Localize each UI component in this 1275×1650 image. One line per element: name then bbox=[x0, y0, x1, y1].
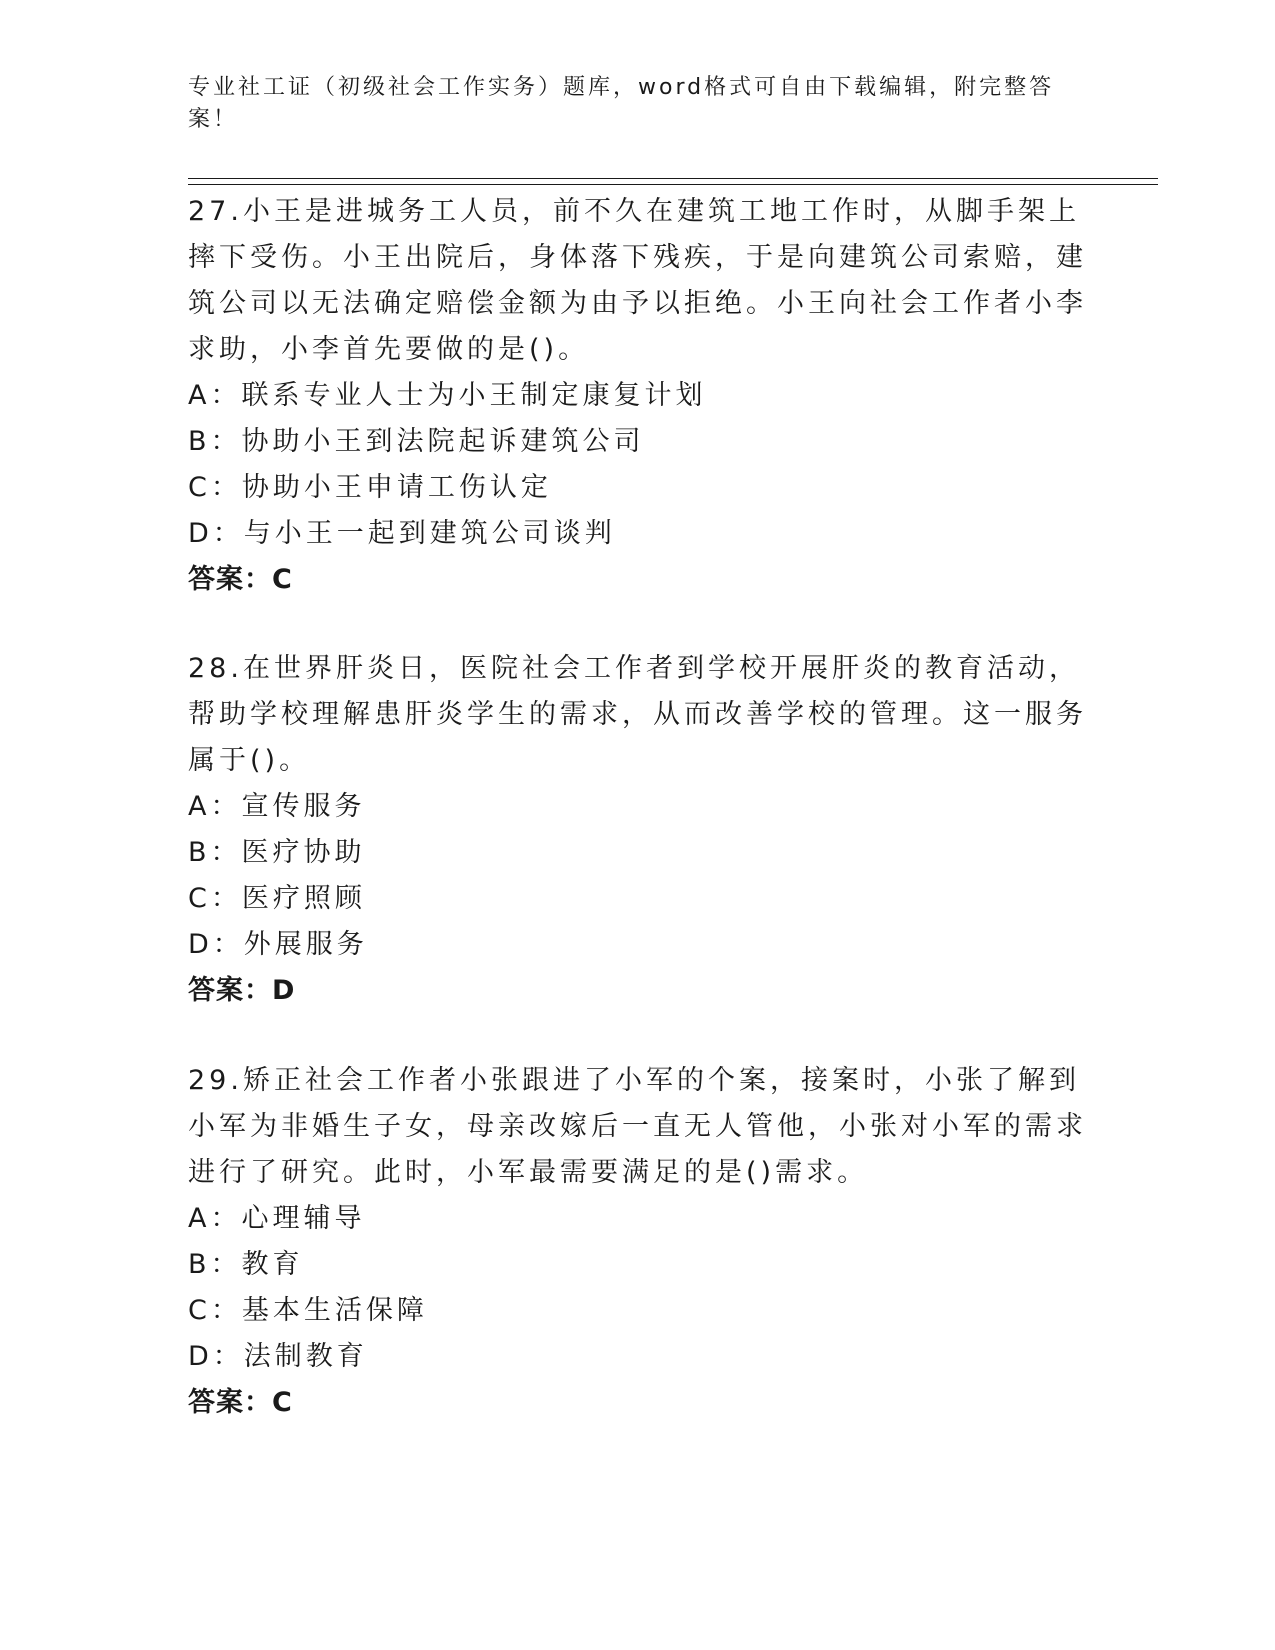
option-d: D：法制教育 bbox=[188, 1341, 368, 1372]
document-header: 专业社工证（初级社会工作实务）题库，word格式可自由下载编辑，附完整答案！ bbox=[188, 75, 1055, 132]
answer: 答案：D bbox=[188, 975, 296, 1006]
question-text: 27.小王是进城务工人员，前不久在建筑工地工作时，从脚手架上摔下受伤。小王出院后，身体落下残疾，于是向建筑公司索赔，建筑公司以无法确定赔偿金额为由予以拒绝。小王向社会工作者小李求助，小李首先要做的是()。 bbox=[188, 196, 1087, 365]
header-divider-top bbox=[188, 178, 1158, 179]
option-b: B：协助小王到法院起诉建筑公司 bbox=[188, 426, 645, 457]
option-c: C：医疗照顾 bbox=[188, 883, 366, 914]
option-d: D：外展服务 bbox=[188, 929, 368, 960]
option-b: B：教育 bbox=[188, 1249, 304, 1280]
option-d: D：与小王一起到建筑公司谈判 bbox=[188, 518, 616, 549]
question-28 bbox=[188, 646, 1088, 1014]
option-a: A：心理辅导 bbox=[188, 1203, 366, 1234]
option-b: B：医疗协助 bbox=[188, 837, 366, 868]
question-27 bbox=[188, 189, 1088, 603]
answer: 答案：C bbox=[188, 564, 293, 595]
question-text: 28.在世界肝炎日，医院社会工作者到学校开展肝炎的教育活动，帮助学校理解患肝炎学生的需求，从而改善学校的管理。这一服务属于()。 bbox=[188, 653, 1087, 776]
option-c: C：基本生活保障 bbox=[188, 1295, 428, 1326]
option-c: C：协助小王申请工伤认定 bbox=[188, 472, 552, 503]
option-a: A：宣传服务 bbox=[188, 791, 366, 822]
answer: 答案：C bbox=[188, 1387, 293, 1418]
option-a: A：联系专业人士为小王制定康复计划 bbox=[188, 380, 707, 411]
header-divider-bottom bbox=[188, 184, 1158, 185]
question-text: 29.矫正社会工作者小张跟进了小军的个案，接案时，小张了解到小军为非婚生子女，母亲改嫁后一直无人管他，小张对小军的需求进行了研究。此时，小军最需要满足的是()需求。 bbox=[188, 1065, 1087, 1188]
question-29 bbox=[188, 1058, 1088, 1426]
